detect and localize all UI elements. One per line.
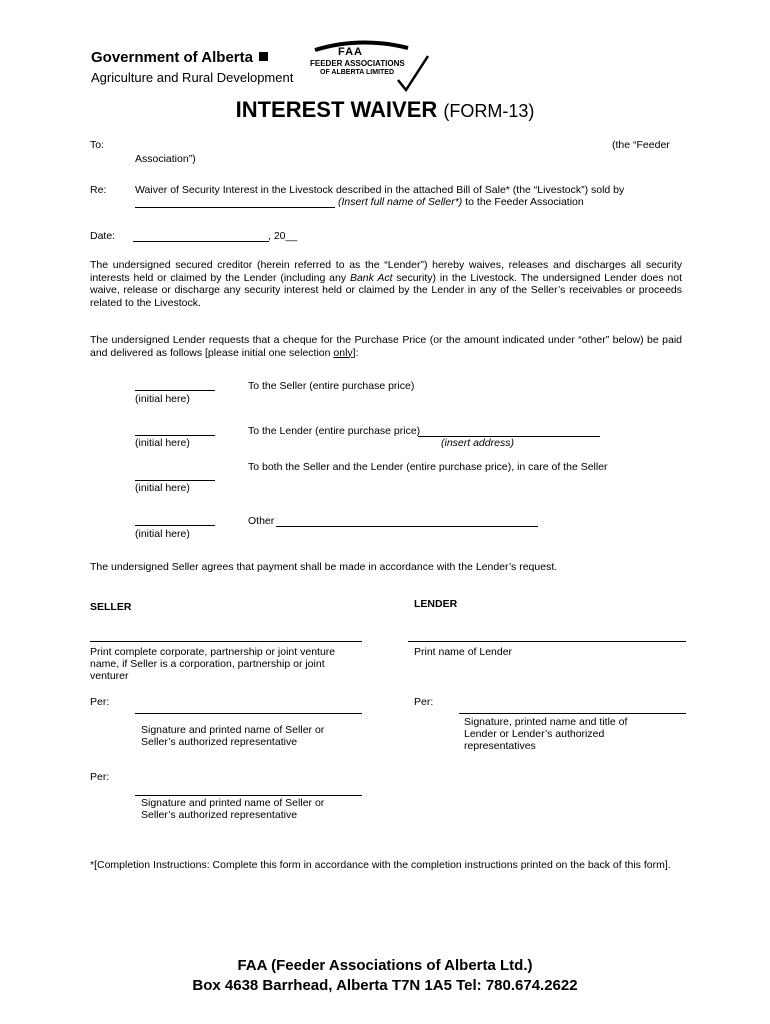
square-icon bbox=[259, 52, 268, 61]
re-text-2: (Insert full name of Seller*) to the Feeder Association bbox=[338, 196, 584, 208]
initial-label: (initial here) bbox=[135, 437, 190, 449]
option-other: Other bbox=[248, 515, 275, 527]
waiver-paragraph: The undersigned secured creditor (herein referred to as the “Lender”) hereby waives, releases and discharges all security interests held or claimed by the Lender (including any Bank Act security) in the Livestock. The undersigned Lender does not waive, release or discharge any security interest held or claimed by the Lender in any of the Seller’s receivables or proceeds related to the Livestock. bbox=[90, 259, 683, 309]
logo-line2: OF ALBERTA LIMITED bbox=[320, 69, 395, 76]
date-label: Date: bbox=[90, 230, 116, 242]
re-label: Re: bbox=[90, 184, 107, 196]
initial-line-lender[interactable] bbox=[135, 435, 215, 436]
lender-signature-caption: Signature, printed name and title of Lender or Lender’s authorized representatives bbox=[464, 716, 628, 752]
logo-abbrev: FAA bbox=[338, 46, 363, 58]
initial-label: (initial here) bbox=[135, 528, 190, 540]
other-blank[interactable] bbox=[276, 526, 538, 527]
cheque-paragraph: The undersigned Lender requests that a cheque for the Purchase Price (or the amount indicated under “other” below) be paid and delivered as follows [please initial one selection only]: bbox=[90, 334, 682, 359]
footer-address: Box 4638 Barrhead, Alberta T7N 1A5 Tel: 780.674.2622 bbox=[192, 977, 578, 994]
footer-org: FAA (Feeder Associations of Alberta Ltd.) bbox=[237, 957, 533, 974]
gov-subtitle: Agriculture and Rural Development bbox=[91, 70, 294, 85]
lender-signature-line[interactable] bbox=[459, 713, 686, 714]
completion-instructions: *[Completion Instructions: Complete this form in accordance with the completion instructions printed on the back of this form]. bbox=[90, 859, 671, 871]
feeder-text: (the “Feeder bbox=[612, 139, 670, 151]
date-year: , 20__ bbox=[268, 230, 298, 242]
seller2-per-label: Per: bbox=[90, 771, 110, 783]
initial-line-other[interactable] bbox=[135, 525, 215, 526]
lender-print-instructions: Print name of Lender bbox=[414, 646, 513, 658]
agreement-text: The undersigned Seller agrees that payment shall be made in accordance with the Lender’s request. bbox=[90, 561, 558, 573]
initial-line-seller[interactable] bbox=[135, 390, 215, 391]
seller-print-instructions: Print complete corporate, partnership or joint venture name, if Seller is a corporation, partnership or joint venturer bbox=[90, 646, 336, 682]
option-seller: To the Seller (entire purchase price) bbox=[248, 380, 415, 392]
option-lender: To the Lender (entire purchase price) bbox=[248, 425, 421, 437]
seller-per-label: Per: bbox=[90, 696, 110, 708]
re-text: Waiver of Security Interest in the Livestock described in the attached Bill of Sale* (the “Livestock”) sold by bbox=[135, 184, 625, 196]
seller-signature-line[interactable] bbox=[135, 713, 362, 714]
seller-name-blank[interactable] bbox=[135, 207, 335, 208]
lender-name-line[interactable] bbox=[408, 641, 686, 642]
seller2-signature-caption: Signature and printed name of Seller or Seller’s authorized representative bbox=[141, 797, 325, 821]
form-title: INTEREST WAIVER (FORM-13) bbox=[235, 97, 535, 122]
feeder-text-cont: Association”) bbox=[135, 153, 196, 165]
seller-signature-caption: Signature and printed name of Seller or Seller’s authorized representative bbox=[141, 724, 325, 748]
initial-line-both[interactable] bbox=[135, 480, 215, 481]
lender-heading: LENDER bbox=[414, 598, 458, 610]
logo-line1: FEEDER ASSOCIATIONS bbox=[310, 59, 405, 68]
seller2-signature-line[interactable] bbox=[135, 795, 362, 796]
option-both: To both the Seller and the Lender (entire purchase price), in care of the Seller bbox=[248, 461, 608, 473]
lender-per-label: Per: bbox=[414, 696, 434, 708]
to-label: To: bbox=[90, 139, 105, 151]
gov-title: Government of Alberta bbox=[91, 49, 268, 66]
faa-logo bbox=[310, 38, 440, 96]
initial-label: (initial here) bbox=[135, 482, 190, 494]
insert-address-note: (insert address) bbox=[441, 437, 514, 449]
date-blank[interactable] bbox=[133, 241, 269, 242]
initial-label: (initial here) bbox=[135, 393, 190, 405]
seller-name-line[interactable] bbox=[90, 641, 362, 642]
seller-heading: SELLER bbox=[90, 601, 132, 613]
